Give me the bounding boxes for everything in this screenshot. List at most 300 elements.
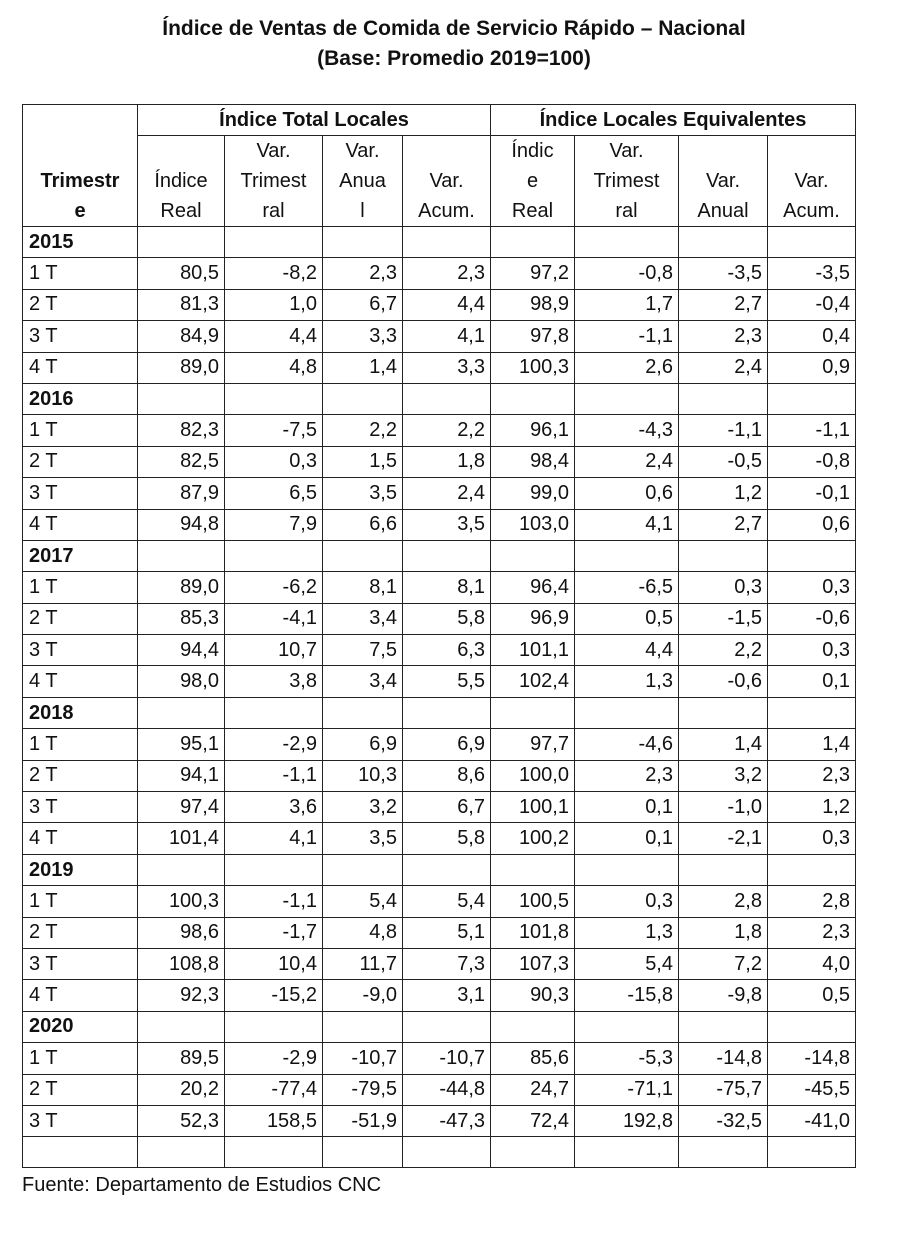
value-cell: 107,3 [491,948,575,979]
value-cell: -1,1 [575,321,679,352]
table-row [23,478,856,509]
value-cell: 2,4 [575,446,679,477]
empty-cell [323,227,403,258]
column-header-line: Índice [138,166,225,196]
empty-cell [403,697,491,728]
value-cell: 8,1 [403,572,491,603]
value-cell: 10,7 [225,635,323,666]
table-row [23,666,856,697]
table-row [23,1105,856,1136]
empty-cell [679,697,768,728]
value-cell: 5,4 [403,886,491,917]
quarter-label: 3 T [23,478,138,509]
value-cell: 0,4 [768,321,856,352]
value-cell: 87,9 [138,478,225,509]
value-cell: -0,5 [679,446,768,477]
value-cell: -2,9 [225,729,323,760]
value-cell: 6,9 [323,729,403,760]
value-cell: 2,4 [403,478,491,509]
value-cell: 90,3 [491,980,575,1011]
quarter-header-line-2: e [74,200,86,222]
quarter-label: 3 T [23,948,138,979]
value-cell: 7,2 [679,948,768,979]
empty-cell [403,1137,491,1168]
quarter-label: 2 T [23,289,138,320]
value-cell: 1,2 [768,792,856,823]
empty-cell [768,854,856,885]
empty-cell [225,1137,323,1168]
quarter-label: 4 T [23,823,138,854]
value-cell: 3,2 [323,792,403,823]
value-cell: 97,4 [138,792,225,823]
empty-cell [575,227,679,258]
quarter-label: 3 T [23,635,138,666]
empty-cell [768,1137,856,1168]
column-header-row [23,196,856,227]
value-cell: 7,3 [403,948,491,979]
value-cell: -1,7 [225,917,323,948]
value-cell: 3,5 [403,509,491,540]
value-cell: 1,4 [323,352,403,383]
quarter-label: 1 T [23,572,138,603]
value-cell: 2,3 [575,760,679,791]
table-row [23,729,856,760]
empty-cell [491,383,575,414]
value-cell: 100,1 [491,792,575,823]
value-cell: 92,3 [138,980,225,1011]
value-cell: 101,8 [491,917,575,948]
value-cell: -2,1 [679,823,768,854]
year-label: 2018 [23,697,138,728]
value-cell: -44,8 [403,1074,491,1105]
quarter-label: 1 T [23,729,138,760]
value-cell: 2,3 [768,917,856,948]
empty-cell [679,383,768,414]
value-cell: -0,6 [679,666,768,697]
value-cell: 82,3 [138,415,225,446]
quarter-label: 4 T [23,352,138,383]
column-header-line: Var. [679,166,768,196]
value-cell: 0,3 [768,823,856,854]
table-row [23,823,856,854]
value-cell: 3,2 [679,760,768,791]
document-title [0,14,908,74]
column-header-row [23,166,856,196]
value-cell: 98,6 [138,917,225,948]
value-cell: 0,3 [575,886,679,917]
value-cell: -3,5 [768,258,856,289]
empty-cell [403,1011,491,1042]
value-cell: 1,4 [679,729,768,760]
quarter-label: 2 T [23,603,138,634]
value-cell: 3,6 [225,792,323,823]
value-cell: 94,1 [138,760,225,791]
value-cell: 4,1 [575,509,679,540]
empty-cell [491,227,575,258]
value-cell: 0,1 [575,792,679,823]
empty-cell [225,697,323,728]
quarter-label: 3 T [23,792,138,823]
table-row [23,1043,856,1074]
value-cell: 0,3 [768,635,856,666]
value-cell: 1,0 [225,289,323,320]
value-cell: -1,1 [768,415,856,446]
empty-cell [138,1011,225,1042]
value-cell: 7,9 [225,509,323,540]
value-cell: -1,1 [225,760,323,791]
value-cell: -0,8 [768,446,856,477]
column-header-line [138,136,225,167]
column-header-line: Real [491,196,575,227]
value-cell: 84,9 [138,321,225,352]
column-header-line: Var. [323,136,403,167]
value-cell: 2,8 [679,886,768,917]
quarter-label: 1 T [23,415,138,446]
value-cell: 1,5 [323,446,403,477]
quarter-label: 2 T [23,760,138,791]
table-row [23,321,856,352]
value-cell: 6,5 [225,478,323,509]
value-cell: -51,9 [323,1105,403,1136]
empty-cell [679,1137,768,1168]
quarter-label: 4 T [23,509,138,540]
value-cell: 101,1 [491,635,575,666]
year-row [23,854,856,885]
empty-cell [138,1137,225,1168]
empty-cell [403,383,491,414]
table-row [23,289,856,320]
value-cell: 1,2 [679,478,768,509]
value-cell: 0,3 [679,572,768,603]
column-header-line: Var. [575,136,679,167]
year-row [23,1011,856,1042]
value-cell: 4,8 [323,917,403,948]
value-cell: 89,5 [138,1043,225,1074]
column-header-line: ral [575,196,679,227]
value-cell: 82,5 [138,446,225,477]
value-cell: 2,4 [679,352,768,383]
value-cell: 0,5 [768,980,856,1011]
empty-cell [138,227,225,258]
value-cell: 103,0 [491,509,575,540]
value-cell: 5,5 [403,666,491,697]
empty-cell [225,540,323,571]
empty-cell [679,540,768,571]
column-header-line: Anua [323,166,403,196]
value-cell: 2,6 [575,352,679,383]
empty-cell [403,854,491,885]
value-cell: 100,2 [491,823,575,854]
value-cell: 0,3 [225,446,323,477]
table-row [23,917,856,948]
value-cell: 52,3 [138,1105,225,1136]
value-cell: 3,5 [323,478,403,509]
value-cell: 96,9 [491,603,575,634]
value-cell: -14,8 [679,1043,768,1074]
value-cell: 1,4 [768,729,856,760]
value-cell: 5,4 [575,948,679,979]
year-row [23,227,856,258]
value-cell: 1,8 [679,917,768,948]
value-cell: -77,4 [225,1074,323,1105]
value-cell: 95,1 [138,729,225,760]
empty-cell [323,854,403,885]
value-cell: 6,7 [323,289,403,320]
value-cell: -4,6 [575,729,679,760]
title-line-2: (Base: Promedio 2019=100) [317,47,591,70]
empty-cell [323,1137,403,1168]
value-cell: 3,3 [323,321,403,352]
value-cell: 100,5 [491,886,575,917]
value-cell: 20,2 [138,1074,225,1105]
empty-cell [575,697,679,728]
table-row [23,760,856,791]
value-cell: -10,7 [323,1043,403,1074]
empty-cell [138,383,225,414]
quarter-label: 2 T [23,1074,138,1105]
table-row [23,603,856,634]
quarter-label: 4 T [23,666,138,697]
column-header-line: Trimest [225,166,323,196]
column-header-line: Trimest [575,166,679,196]
value-cell: 100,3 [138,886,225,917]
value-cell: 0,9 [768,352,856,383]
column-header-line [679,136,768,167]
value-cell: 2,8 [768,886,856,917]
quarter-header-line-1: Trimestr [40,170,120,192]
value-cell: 6,3 [403,635,491,666]
year-label: 2020 [23,1011,138,1042]
column-header-line [768,136,856,167]
value-cell: 5,1 [403,917,491,948]
empty-cell [768,227,856,258]
value-cell: -10,7 [403,1043,491,1074]
empty-cell [225,227,323,258]
value-cell: -9,0 [323,980,403,1011]
empty-cell [679,1011,768,1042]
value-cell: -14,8 [768,1043,856,1074]
group-header-total: Índice Total Locales [138,105,491,136]
value-cell: 3,4 [323,666,403,697]
empty-cell [225,383,323,414]
value-cell: 98,0 [138,666,225,697]
value-cell: 89,0 [138,352,225,383]
value-cell: -45,5 [768,1074,856,1105]
quarter-column-header [23,105,138,227]
column-header-line: ral [225,196,323,227]
value-cell: -32,5 [679,1105,768,1136]
value-cell: -1,1 [679,415,768,446]
group-header-equivalent: Índice Locales Equivalentes [491,105,856,136]
value-cell: 97,2 [491,258,575,289]
empty-cell [323,383,403,414]
table-header [23,105,856,227]
year-row [23,540,856,571]
value-cell: 2,2 [403,415,491,446]
value-cell: 98,9 [491,289,575,320]
value-cell: 6,6 [323,509,403,540]
value-cell: 6,9 [403,729,491,760]
empty-cell [768,1011,856,1042]
value-cell: 3,4 [323,603,403,634]
table-row [23,446,856,477]
value-cell: 98,4 [491,446,575,477]
empty-cell [138,540,225,571]
empty-cell [679,227,768,258]
value-cell: 8,6 [403,760,491,791]
value-cell: -6,2 [225,572,323,603]
empty-cell [491,540,575,571]
value-cell: 85,6 [491,1043,575,1074]
value-cell: -71,1 [575,1074,679,1105]
table-row [23,1074,856,1105]
value-cell: 4,0 [768,948,856,979]
value-cell: 4,4 [225,321,323,352]
table-row [23,352,856,383]
value-cell: 102,4 [491,666,575,697]
value-cell: 5,4 [323,886,403,917]
table-row [23,258,856,289]
quarter-label: 2 T [23,917,138,948]
column-header-line: e [491,166,575,196]
table-row [23,792,856,823]
value-cell: -7,5 [225,415,323,446]
year-label: 2015 [23,227,138,258]
value-cell: 2,3 [768,760,856,791]
table-row [23,948,856,979]
value-cell: -2,9 [225,1043,323,1074]
value-cell: -1,1 [225,886,323,917]
value-cell: 1,7 [575,289,679,320]
value-cell: 94,8 [138,509,225,540]
empty-cell [491,854,575,885]
empty-cell [225,1011,323,1042]
value-cell: 2,3 [323,258,403,289]
empty-cell [575,1137,679,1168]
value-cell: 101,4 [138,823,225,854]
table-row [23,415,856,446]
column-header-line: l [323,196,403,227]
table-row [23,980,856,1011]
value-cell: 0,1 [575,823,679,854]
value-cell: 3,1 [403,980,491,1011]
empty-cell [403,540,491,571]
value-cell: 1,3 [575,917,679,948]
value-cell: 81,3 [138,289,225,320]
quarter-label: 3 T [23,1105,138,1136]
year-label: 2017 [23,540,138,571]
table-row [23,509,856,540]
value-cell: 158,5 [225,1105,323,1136]
quarter-label: 1 T [23,1043,138,1074]
value-cell: 1,8 [403,446,491,477]
title-line-1: Índice de Ventas de Comida de Servicio Rápido – Nacional [162,17,746,40]
empty-cell [323,540,403,571]
quarter-label: 4 T [23,980,138,1011]
empty-cell [768,697,856,728]
year-label: 2016 [23,383,138,414]
value-cell: 3,3 [403,352,491,383]
value-cell: 5,8 [403,823,491,854]
value-cell: 96,1 [491,415,575,446]
year-row [23,383,856,414]
value-cell: 0,6 [575,478,679,509]
value-cell: 94,4 [138,635,225,666]
empty-cell [403,227,491,258]
value-cell: -41,0 [768,1105,856,1136]
year-label: 2019 [23,854,138,885]
value-cell: -4,1 [225,603,323,634]
value-cell: 10,4 [225,948,323,979]
empty-cell [768,383,856,414]
value-cell: 100,0 [491,760,575,791]
value-cell: 96,4 [491,572,575,603]
column-header-line: Var. [768,166,856,196]
value-cell: 97,8 [491,321,575,352]
value-cell: 85,3 [138,603,225,634]
value-cell: 10,3 [323,760,403,791]
table-row [23,572,856,603]
value-cell: -15,2 [225,980,323,1011]
value-cell: 2,7 [679,289,768,320]
value-cell: -4,3 [575,415,679,446]
empty-cell [491,697,575,728]
column-header-line: Real [138,196,225,227]
value-cell: 5,8 [403,603,491,634]
value-cell: -6,5 [575,572,679,603]
value-cell: 24,7 [491,1074,575,1105]
value-cell: -3,5 [679,258,768,289]
empty-cell [323,697,403,728]
empty-cell [491,1011,575,1042]
value-cell: 100,3 [491,352,575,383]
value-cell: -75,7 [679,1074,768,1105]
column-header-line: Índic [491,136,575,167]
table-row [23,886,856,917]
quarter-label: 2 T [23,446,138,477]
value-cell: 4,4 [403,289,491,320]
value-cell: 3,5 [323,823,403,854]
sales-index-table [22,104,856,1168]
quarter-label: 3 T [23,321,138,352]
value-cell: 3,8 [225,666,323,697]
empty-cell [23,1137,138,1168]
empty-cell [138,697,225,728]
value-cell: 1,3 [575,666,679,697]
value-cell: 80,5 [138,258,225,289]
value-cell: 89,0 [138,572,225,603]
value-cell: -9,8 [679,980,768,1011]
value-cell: 2,3 [403,258,491,289]
empty-cell [323,1011,403,1042]
value-cell: -0,8 [575,258,679,289]
value-cell: 72,4 [491,1105,575,1136]
empty-cell [225,854,323,885]
value-cell: 2,3 [679,321,768,352]
table-row [23,635,856,666]
value-cell: -0,1 [768,478,856,509]
value-cell: 0,1 [768,666,856,697]
value-cell: 99,0 [491,478,575,509]
value-cell: -1,5 [679,603,768,634]
value-cell: 4,1 [403,321,491,352]
empty-cell [679,854,768,885]
empty-cell [491,1137,575,1168]
value-cell: 0,6 [768,509,856,540]
value-cell: 4,8 [225,352,323,383]
value-cell: 8,1 [323,572,403,603]
year-row [23,697,856,728]
